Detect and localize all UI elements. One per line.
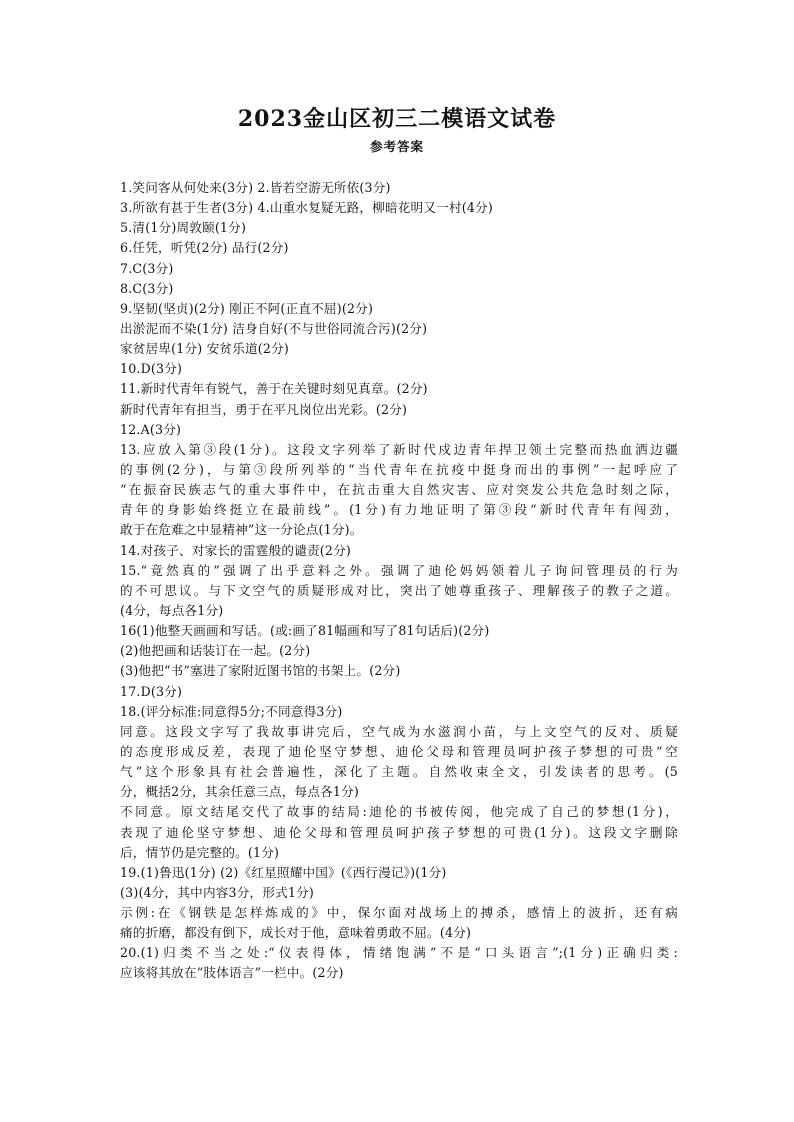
- answer-line-19: 19.(1)鲁迅(1分) (2)《红星照耀中国》(《西行漫记》)(1分): [120, 864, 447, 880]
- answer-line-18-cont: 分，概括2分，其余任意三点，每点各1分): [120, 784, 360, 800]
- answer-line-19-cont: (3)(4分，其中内容3分，形式1分): [120, 884, 315, 900]
- answer-line-18-cont: 后，情节仍是完整的。(1分): [120, 844, 280, 860]
- answer-line-16-cont: (3)他把“书”塞进了家附近图书馆的书架上。(2分): [120, 663, 401, 679]
- answer-line-1-2: 1.笑问客从何处来(3分) 2.皆若空游无所依(3分): [120, 180, 391, 195]
- answer-list: [120, 178, 678, 984]
- document-subtitle: 参考答案: [369, 139, 424, 154]
- answer-line-14: 14.对孩子、对家长的雷霆般的谴责(2分): [120, 542, 351, 558]
- answer-line-19-cont: 痛的折磨，都没有倒下，成长对于他，意味着勇敢不屈。(4分): [120, 925, 472, 941]
- answer-line-6: 6.任凭，听凭(2分) 品行(2分): [120, 240, 289, 256]
- answer-line-13-cont: 的事例(2分)，与第③段所列举的“当代青年在抗疫中挺身而出的事例”一起呼应了: [120, 461, 678, 477]
- answer-line-12: 12.A(3分): [120, 421, 182, 437]
- answer-line-5: 5.清(1分)周敦颐(1分): [120, 220, 247, 236]
- answer-line-11-cont: 新时代青年有担当，勇于在平凡岗位出光彩。(2分): [120, 401, 408, 417]
- answer-line-18: 18.(评分标准:同意得5分;不同意得3分): [120, 703, 343, 719]
- answer-line-15-cont: 的不可思议。与下文空气的质疑形成对比，突出了她尊重孩子、理解孩子的教子之道。: [120, 582, 678, 598]
- answer-line-9: 9.坚韧(坚贞)(2分) 刚正不阿(正直不屈)(2分): [120, 300, 374, 316]
- answer-line-17: 17.D(3分): [120, 683, 183, 699]
- answer-line-18-cont: 气”这个形象具有社会普遍性，深化了主题。自然收束全文，引发读者的思考。(5: [120, 764, 678, 780]
- answer-line-16-cont: (2)他把画和话装订在一起。(2分): [120, 643, 311, 659]
- answer-line-9-cont: 出淤泥而不染(1分) 洁身自好(不与世俗同流合污)(2分): [120, 320, 428, 336]
- answer-line-16: 16(1)他整天画画和写话。(或:画了81幅画和写了81句话后)(2分): [120, 623, 490, 639]
- answer-line-9-cont: 家贫居卑(1分) 安贫乐道(2分): [120, 341, 290, 357]
- answer-line-10: 10.D(3分): [120, 361, 183, 377]
- answer-line-18-cont: 不同意。原文结尾交代了故事的结局:迪伦的书被传阅，他完成了自己的梦想(1分)，: [120, 804, 678, 820]
- answer-line-13-cont: “在振奋民族志气的重大事件中，在抗击重大自然灾害、应对突发公共危急时刻之际，: [120, 482, 678, 498]
- answer-line-19-cont: 示例:在《钢铁是怎样炼成的》中，保尔面对战场上的搏杀，感情上的波折，还有病: [120, 905, 678, 921]
- answer-line-8: 8.C(3分): [120, 280, 174, 296]
- answer-line-20-cont: 应该将其放在“肢体语言”一栏中。(2分): [120, 965, 344, 981]
- answer-line-7: 7.C(3分): [120, 260, 174, 276]
- document-title: 2023金山区初三二模语文试卷: [237, 106, 557, 132]
- answer-line-13: 13.应放入第③段(1分)。这段文字列举了新时代戍边青年捍卫领土完整而热血洒边疆: [120, 441, 678, 457]
- answer-line-3-4: 3.所欲有甚于生者(3分) 4.山重水复疑无路，柳暗花明又一村(4分): [120, 200, 493, 216]
- answer-line-18-cont: 同意。这段文字写了我故事讲完后，空气成为水滋润小苗，与上文空气的反对、质疑: [120, 723, 678, 739]
- answer-line-15-cont: (4分，每点各1分): [120, 602, 224, 618]
- answer-line-18-cont: 的态度形成反差，表现了迪伦坚守梦想、迪伦父母和管理员呵护孩子梦想的可贵“空: [120, 743, 678, 759]
- answer-line-20: 20.(1)归类不当之处:“仪表得体，情绪饱满”不是“口头语言”;(1分)正确归类:: [120, 945, 678, 961]
- answer-line-11: 11.新时代青年有锐气，善于在关键时刻见真章。(2分): [120, 381, 428, 397]
- answer-line-13-cont: 敢于在危难之中显精神”这一分论点(1分)。: [120, 522, 363, 538]
- answer-line-15: 15.“竟然真的”强调了出乎意料之外。强调了迪伦妈妈领着儿子询问管理员的行为: [120, 562, 678, 578]
- answer-line-18-cont: 表现了迪伦坚守梦想、迪伦父母和管理员呵护孩子梦想的可贵(1分)。这段文字删除: [120, 824, 678, 840]
- answer-line-13-cont: 青年的身影始终挺立在最前线”。(1分)有力地证明了第③段“新时代青年有闯劲，: [120, 502, 678, 518]
